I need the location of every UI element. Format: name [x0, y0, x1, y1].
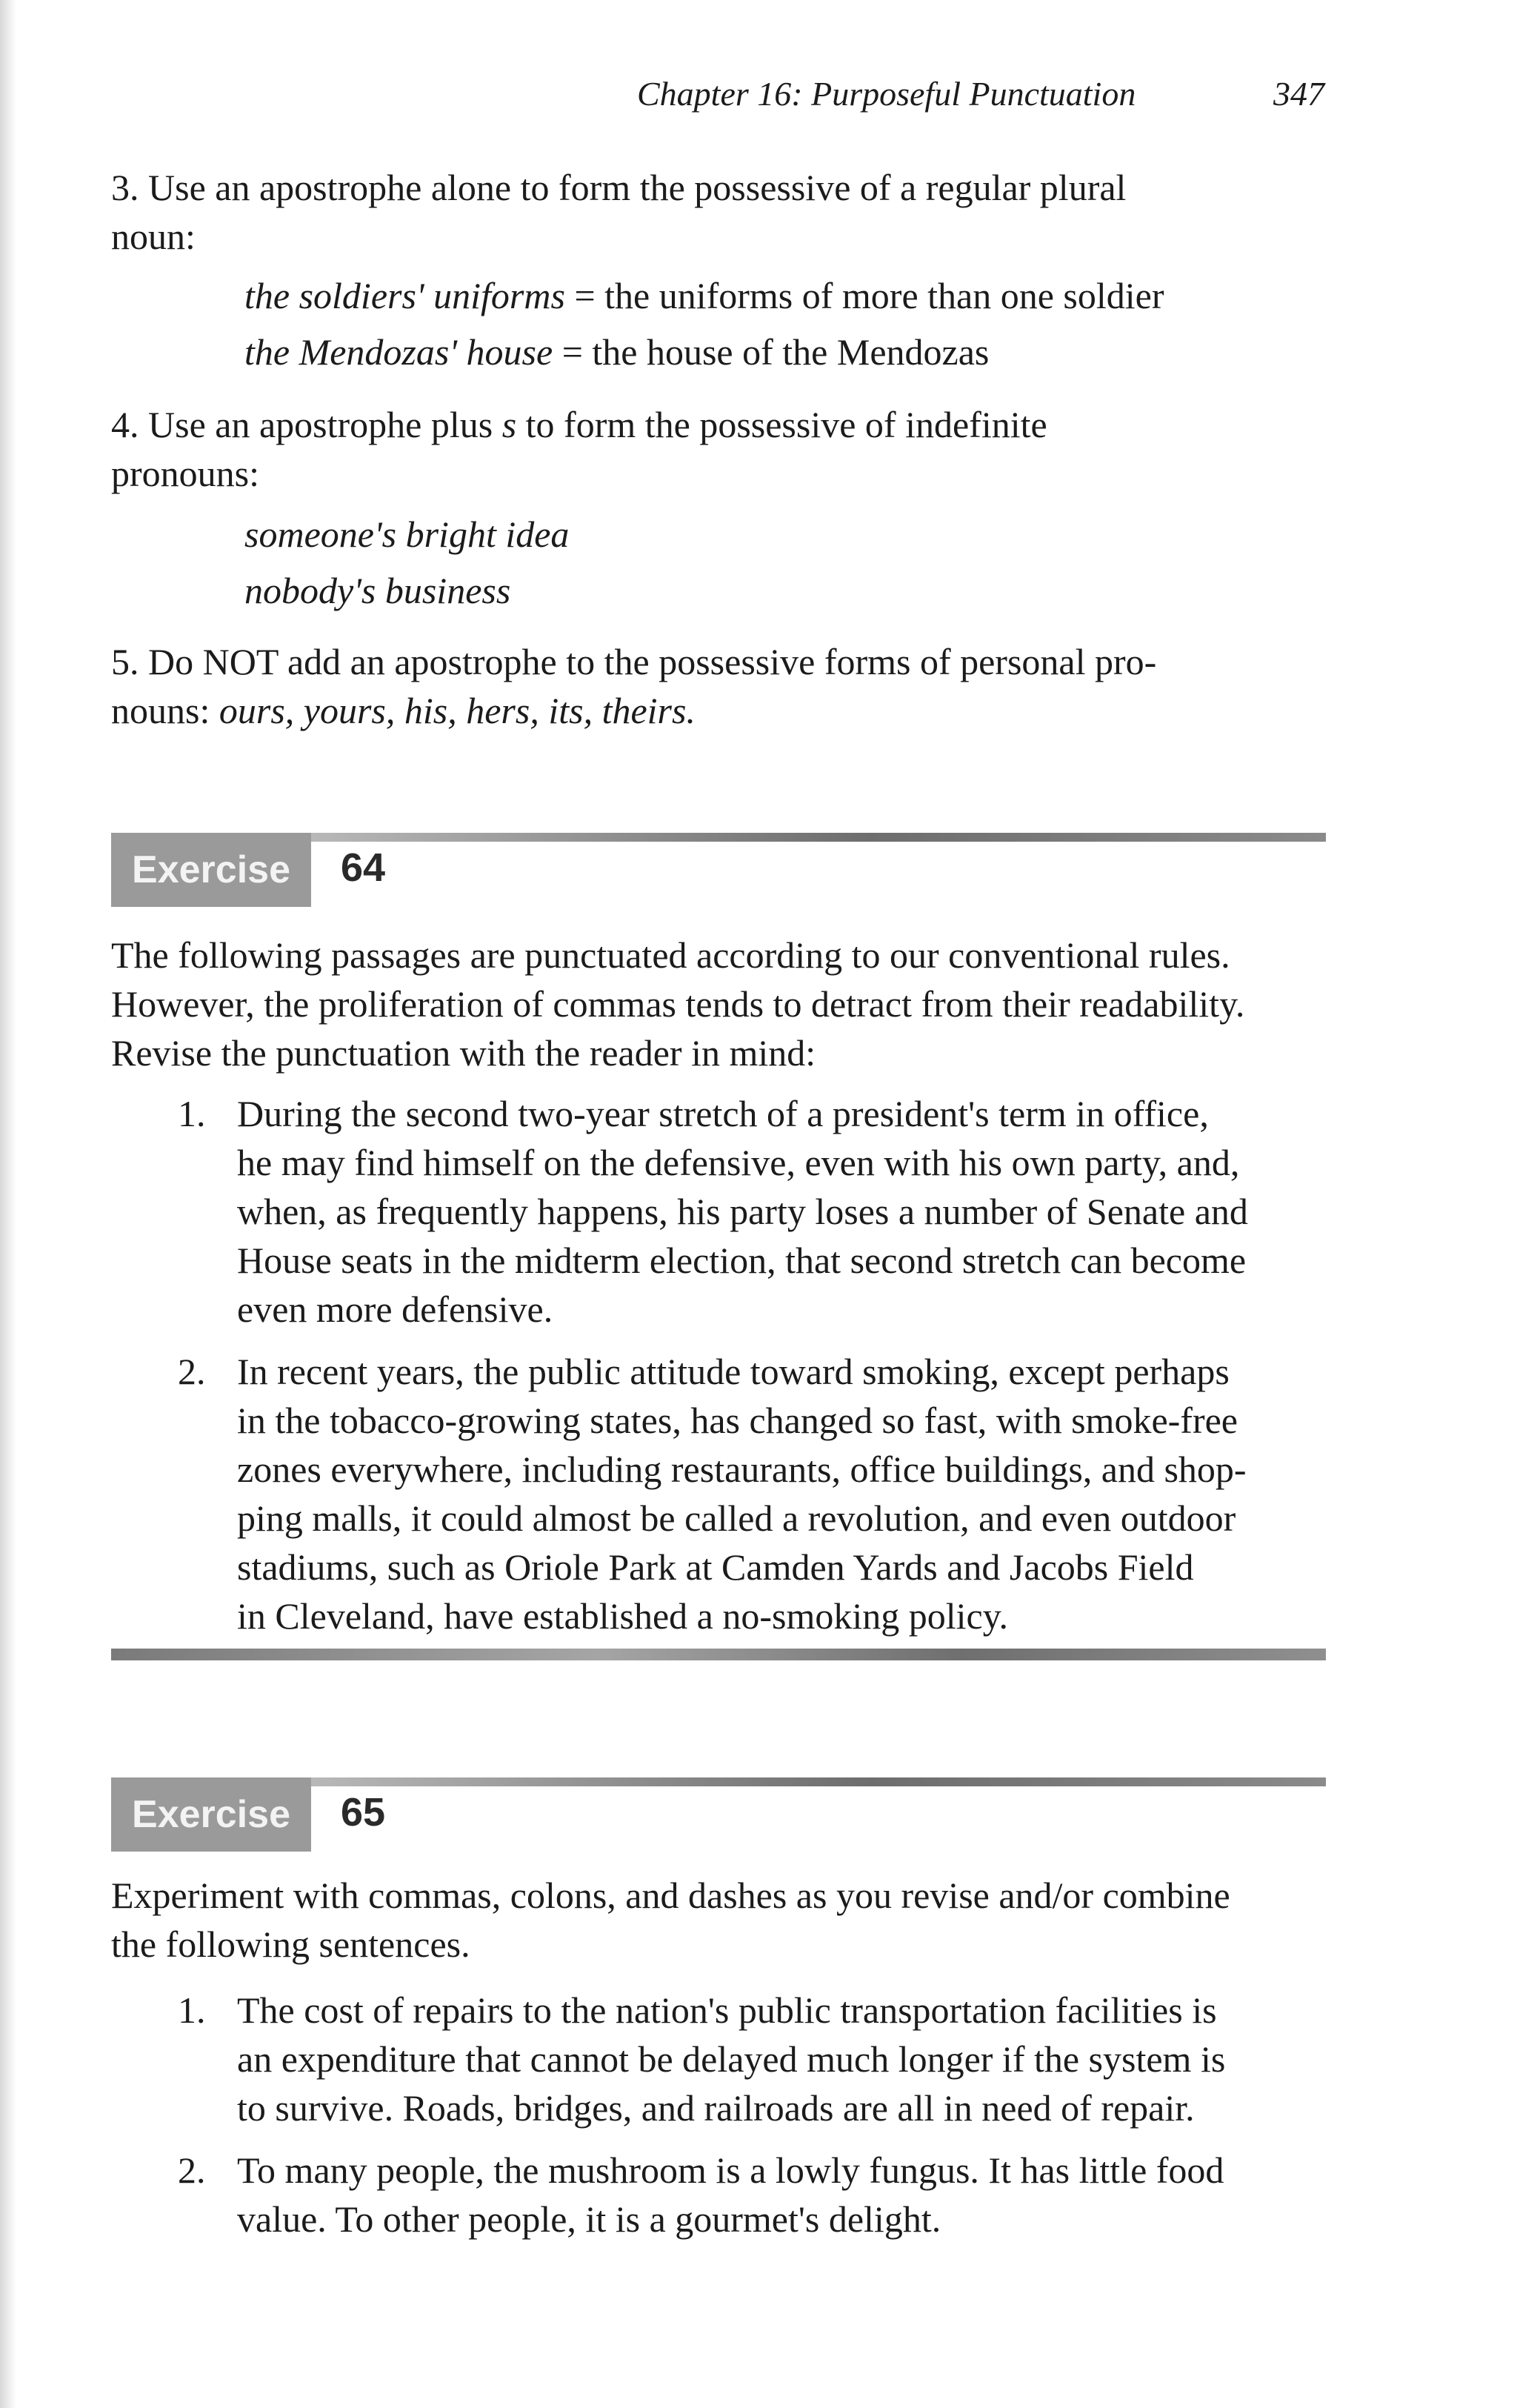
item-line: in Cleveland, have established a no-smoking policy.	[237, 1595, 1008, 1637]
rule-4-text-b: to form the possessive of indefinite	[516, 404, 1047, 445]
item-line: in the tobacco-growing states, has changed so fast, with smoke-free	[237, 1400, 1238, 1441]
item-line: stadiums, such as Oriole Park at Camden Yards and Jacobs Field	[237, 1546, 1194, 1588]
list-item	[111, 1347, 1326, 1640]
item-line: ping malls, it could almost be called a revolution, and even outdoor	[237, 1497, 1236, 1539]
rule-3-example-1	[111, 271, 1326, 320]
rule-5	[111, 637, 1326, 735]
intro-line: Revise the punctuation with the reader in mind:	[111, 1032, 816, 1074]
item-number: 1.	[178, 1093, 206, 1134]
item-line: value. To other people, it is a gourmet's delight.	[237, 2198, 941, 2240]
rule-5-line-2	[111, 686, 1326, 735]
exercise-64-header	[111, 822, 1326, 911]
exercise-64-end-bar	[111, 1649, 1326, 1660]
example-italic: the soldiers' uniforms	[244, 275, 565, 316]
item-line: zones everywhere, including restaurants, office buildings, and shop-	[237, 1449, 1247, 1490]
item-number: 2.	[178, 2149, 206, 2191]
exercise-badge: Exercise	[111, 1777, 311, 1852]
rule-3-line-1: 3. Use an apostrophe alone to form the possessive of a regular plural	[111, 167, 1127, 208]
exercise-65-header	[111, 1767, 1326, 1856]
chapter-title: Chapter 16: Purposeful Punctuation	[637, 75, 1136, 113]
intro-line: Experiment with commas, colons, and dashes as you revise and/or combine	[111, 1875, 1230, 1916]
rule-4-line-2: pronouns:	[111, 453, 259, 494]
item-line: when, as frequently happens, his party loses a number of Senate and	[237, 1191, 1248, 1232]
rule-4-line-1	[111, 400, 1326, 449]
page-number: 347	[1273, 75, 1324, 113]
exercise-number: 65	[341, 1790, 386, 1835]
exercise-rule-bar	[311, 1777, 1326, 1786]
example-italic: the Mendozas' house	[244, 331, 553, 373]
exercise-rule-bar	[311, 833, 1326, 842]
rule-5-line-1: 5. Do NOT add an apostrophe to the possessive forms of personal pro-	[111, 641, 1157, 682]
item-number: 2.	[178, 1351, 206, 1392]
example-gloss: = the uniforms of more than one soldier	[564, 275, 1164, 316]
exercise-64-intro	[111, 931, 1326, 1077]
rule-4-text-a: 4. Use an apostrophe plus	[111, 404, 502, 445]
item-line: an expenditure that cannot be delayed much longer if the system is	[237, 2038, 1226, 2080]
rule-3-line-2: noun:	[111, 216, 196, 257]
exercise-badge: Exercise	[111, 833, 311, 907]
rule-4	[111, 400, 1326, 615]
item-line: To many people, the mushroom is a lowly fungus. It has little food	[237, 2149, 1224, 2191]
exercise-65-items	[111, 1986, 1326, 2244]
item-line: House seats in the midterm election, that second stretch can become	[237, 1240, 1247, 1281]
item-line: to survive. Roads, bridges, and railroads are all in need of repair.	[237, 2087, 1195, 2129]
item-line: In recent years, the public attitude toward smoking, except perhaps	[237, 1351, 1230, 1392]
list-item	[111, 1089, 1326, 1334]
rule-4-example-1: someone's bright idea	[244, 513, 570, 555]
exercise-64-items	[111, 1089, 1326, 1640]
binding-shadow	[0, 0, 16, 2408]
intro-line: However, the proliferation of commas tends to detract from their readability.	[111, 983, 1245, 1025]
item-line: The cost of repairs to the nation's public transportation facilities is	[237, 1989, 1217, 2031]
rule-4-example-2: nobody's business	[244, 570, 511, 611]
list-item	[111, 1986, 1326, 2132]
item-number: 1.	[178, 1989, 206, 2031]
intro-line: The following passages are punctuated according to our conventional rules.	[111, 934, 1230, 976]
rule-4-letter-s: s	[501, 404, 517, 445]
exercise-number: 64	[341, 845, 386, 890]
rule-3	[111, 163, 1326, 376]
example-gloss: = the house of the Mendozas	[553, 331, 990, 373]
list-item	[111, 2146, 1326, 2244]
rule-5-text: nouns:	[111, 690, 219, 731]
exercise-65-intro	[111, 1871, 1326, 1969]
item-line: even more defensive.	[237, 1288, 553, 1330]
intro-line: the following sentences.	[111, 1923, 470, 1965]
rule-5-pronouns: ours, yours, his, hers, its, theirs.	[219, 690, 696, 731]
running-header	[637, 74, 1333, 126]
rule-3-example-2	[111, 327, 1326, 376]
item-line: he may find himself on the defensive, even with his own party, and,	[237, 1142, 1240, 1183]
item-line: During the second two-year stretch of a president's term in office,	[237, 1093, 1209, 1134]
